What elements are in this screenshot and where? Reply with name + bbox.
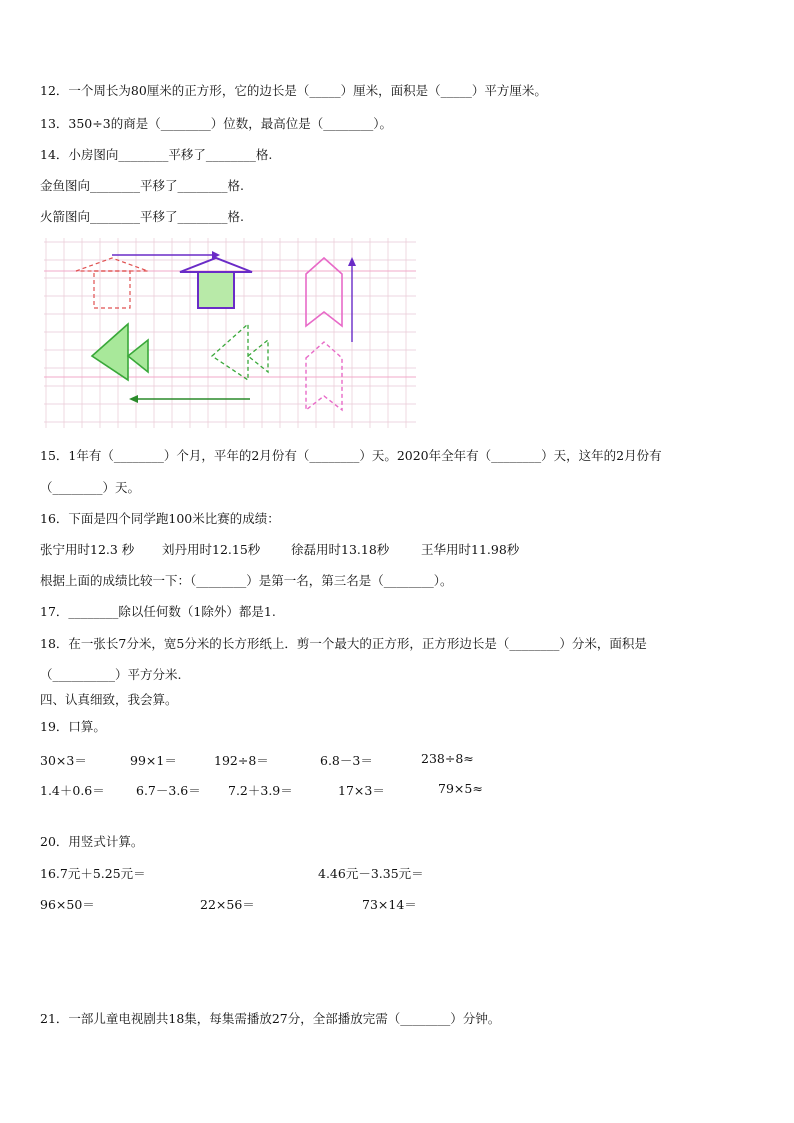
column-calc-item: 73×14＝ xyxy=(362,897,417,912)
oral-calc-item: 1.4＋0.6＝ xyxy=(40,783,105,798)
question-text: 口算。 xyxy=(68,719,106,734)
oral-calc-item: 7.2＋3.9＝ xyxy=(228,783,293,798)
question-18-line-1 xyxy=(40,636,647,652)
oral-calc-item: 192÷8＝ xyxy=(214,753,269,768)
question-text: 1年有（________）个月，平年的2月份有（________）天。2020年全年有（________）天，这年的2月份有 xyxy=(68,448,662,463)
race-result-1: 张宁用时12.3 秒 xyxy=(40,542,135,557)
oral-calc-item: 6.7－3.6＝ xyxy=(136,783,201,798)
house-dashed-shape xyxy=(76,258,148,308)
question-text: 下面是四个同学跑100米比赛的成绩： xyxy=(68,511,280,526)
question-text: 350÷3的商是（________）位数，最高位是（________）。 xyxy=(68,116,392,131)
oral-calc-item: 99×1＝ xyxy=(130,753,177,768)
question-number: 20． xyxy=(40,834,69,849)
question-16-question: 根据上面的成绩比较一下：（________）是第一名，第三名是（________）。 xyxy=(40,573,453,588)
question-text: 在一张长7分米，宽5分米的长方形纸上．剪一个最大的正方形，正方形边长是（________）分米，面积是 xyxy=(68,636,647,651)
oral-calc-item: 17×3＝ xyxy=(338,783,385,798)
translation-grid-figure xyxy=(44,238,416,428)
question-14-line-1 xyxy=(40,147,272,163)
fish-arrow xyxy=(129,395,250,403)
fish-solid-shape xyxy=(92,324,148,380)
oral-calc-item: 30×3＝ xyxy=(40,753,87,768)
oral-calc-item: 6.8－3＝ xyxy=(320,753,373,768)
question-number: 18． xyxy=(40,636,69,651)
house-arrow xyxy=(112,251,220,259)
question-20-title xyxy=(40,834,143,850)
question-number: 14． xyxy=(40,147,69,162)
column-calc-item: 96×50＝ xyxy=(40,897,95,912)
question-14-line-3: 火箭图向________平移了________格. xyxy=(40,209,244,224)
question-12 xyxy=(40,83,547,99)
question-text: 一部儿童电视剧共18集，每集需播放27分，全部播放完需（________）分钟。 xyxy=(68,1011,501,1026)
rocket-solid-shape xyxy=(306,258,342,326)
race-result-3: 徐磊用时13.18秒 xyxy=(291,542,390,557)
oral-calc-item: 79×5≈ xyxy=(438,781,483,796)
house-solid-shape xyxy=(180,258,252,308)
race-result-2: 刘丹用时12.15秒 xyxy=(162,542,261,557)
question-number: 13． xyxy=(40,116,69,131)
question-text: 用竖式计算。 xyxy=(68,834,144,849)
question-number: 21． xyxy=(40,1011,69,1026)
question-number: 17． xyxy=(40,604,69,619)
question-19-title xyxy=(40,719,106,735)
column-calc-item: 4.46元－3.35元＝ xyxy=(318,866,424,881)
column-calc-item: 16.7元＋5.25元＝ xyxy=(40,866,146,881)
question-17 xyxy=(40,604,276,620)
rocket-dashed-shape xyxy=(306,342,342,410)
question-number: 16． xyxy=(40,511,69,526)
question-number: 15． xyxy=(40,448,69,463)
section-4-title: 四、认真细致，我会算。 xyxy=(40,692,178,707)
question-13 xyxy=(40,116,392,132)
question-number: 19． xyxy=(40,719,69,734)
question-number: 12． xyxy=(40,83,69,98)
question-15-line-2: （________）天。 xyxy=(40,480,141,495)
question-16-intro xyxy=(40,511,280,527)
question-21 xyxy=(40,1011,500,1027)
rocket-arrow xyxy=(348,257,356,342)
race-result-4: 王华用时11.98秒 xyxy=(421,542,520,557)
question-14-line-2: 金鱼图向________平移了________格. xyxy=(40,178,244,193)
question-text: 一个周长为80厘米的正方形，它的边长是（_____）厘米，面积是（_____）平方厘米。 xyxy=(68,83,547,98)
question-18-line-2: （__________）平方分米. xyxy=(40,667,182,682)
question-text: ________除以任何数（1除外）都是1. xyxy=(68,604,276,619)
question-text: 小房图向________平移了________格. xyxy=(68,147,273,162)
fish-dashed-shape xyxy=(212,324,268,380)
oral-calc-item: 238÷8≈ xyxy=(421,751,474,766)
question-15-line-1 xyxy=(40,448,662,464)
column-calc-item: 22×56＝ xyxy=(200,897,255,912)
